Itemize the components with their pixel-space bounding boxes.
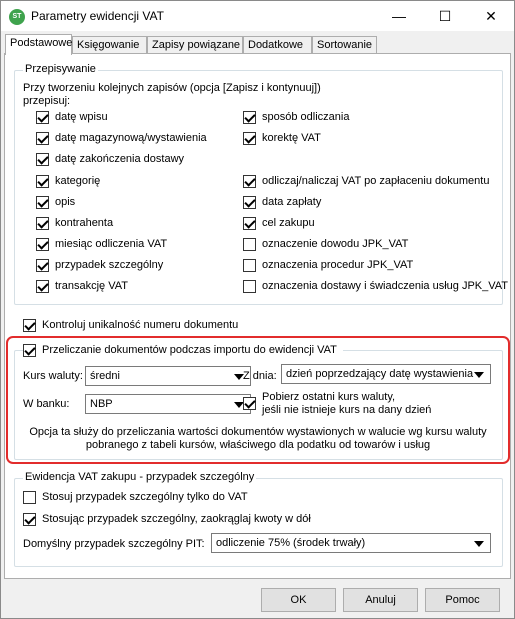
checkbox-box[interactable] [243, 175, 256, 188]
pit-select[interactable]: odliczenie 75% (środek trwały) [211, 533, 491, 553]
checkbox-box[interactable] [23, 491, 36, 504]
dialog-window: ST Parametry ewidencji VAT — ☐ ✕ Podstawowe Księgowanie Zapisy powiązane Dodatkowe Sortowanie Przepisywanie Przy tworzeniu kolejnych zapisów (opcja [Zapisz i kontynuuj]) przepisuj: datę wpisu datę magazynową/wystawienia datę zakończenia dostawy kategorię opis kontrahenta miesiąc odliczenia VAT przypadek szczególny transakcję VAT sposób odliczania korektę VAT odliczaj/naliczaj VAT po zapłaceniu dokumentu data zapłaty cel zakupu oznaczenie dowodu JPK_VAT oznaczenia procedur JPK_VAT oznaczenia dostawy i świadczenia usług JPK_VAT Kontroluj unikalność numeru dokumentu Przeliczanie dokumentów podczas importu do ewidencji VAT Kurs waluty: średni Z dnia: dzień poprzedzający datę wystawienia W banku: NBP Pobierz ostatni kurs waluty, jeśli nie istnieje kurs na dany dzień Opcja ta służy do przeliczania wartości dokumentów wystawionych w walucie wg kursu waluty pobranego z tabeli kursów, właściwego dla podatku od towarów i usług Ewidencja VAT zakupu - przypadek szczególny Stosuj przypadek szczególny tylko do VAT Stosując przypadek szczególny, zaokrąglaj kwoty w dół Domyślny przypadek szczególny PIT: odliczenie 75% (środek trwały) OK Anuluj Pomoc [0, 0, 515, 619]
tab-podstawowe[interactable]: Podstawowe [5, 34, 72, 55]
checkbox-box[interactable] [23, 319, 36, 332]
close-icon[interactable]: ✕ [485, 8, 497, 24]
tab-ksiegowanie[interactable]: Księgowanie [72, 36, 147, 54]
z-dnia-select[interactable]: dzień poprzedzający datę wystawienia [281, 364, 491, 384]
chevron-down-icon [474, 372, 484, 378]
app-icon: ST [9, 9, 25, 25]
checkbox-box[interactable] [23, 513, 36, 526]
przepisywanie-legend: Przepisywanie [25, 63, 96, 75]
przeliczanie-info [21, 426, 495, 452]
help-button[interactable]: Pomoc [425, 588, 500, 612]
tab-sortowanie[interactable]: Sortowanie [312, 36, 377, 54]
checkbox-box[interactable] [36, 175, 49, 188]
w-banku-label: W banku: [23, 398, 70, 410]
window-title: Parametry ewidencji VAT [31, 9, 164, 23]
checkbox-box[interactable] [36, 111, 49, 124]
info-line-1: Opcja ta służy do przeliczania wartości dokumentów wystawionych w walucie wg kursu waluty [29, 426, 487, 438]
checkbox-box[interactable] [36, 132, 49, 145]
checkbox-box[interactable] [243, 280, 256, 293]
tab-zapisy-powiazane[interactable]: Zapisy powiązane [147, 36, 243, 54]
info-line-2: pobranego z tabeli kursów, właściwego dla podatku od towarów i usług [85, 439, 431, 451]
checkbox-box[interactable] [36, 217, 49, 230]
checkbox-box[interactable] [36, 153, 49, 166]
checkbox-box[interactable] [36, 259, 49, 272]
checkbox-box[interactable] [36, 238, 49, 251]
checkbox-box[interactable] [243, 196, 256, 209]
tab-dodatkowe[interactable]: Dodatkowe [243, 36, 312, 54]
checkbox-box[interactable] [243, 259, 256, 272]
checkbox-box[interactable] [243, 217, 256, 230]
kurs-waluty-select[interactable]: średni [85, 366, 251, 386]
w-banku-select[interactable]: NBP [85, 394, 251, 414]
checkbox-box[interactable] [36, 280, 49, 293]
chevron-down-icon [474, 541, 484, 547]
checkbox-przeliczanie[interactable]: Przeliczanie dokumentów podczas importu do ewidencji VAT [23, 344, 343, 358]
pit-label: Domyślny przypadek szczególny PIT: [23, 538, 205, 550]
kurs-waluty-label: Kurs waluty: [23, 370, 83, 382]
ewidencja-zakupu-legend: Ewidencja VAT zakupu - przypadek szczególny [25, 471, 255, 483]
minimize-icon[interactable]: — [392, 8, 406, 24]
przepisywanie-intro: Przy tworzeniu kolejnych zapisów (opcja [Zapisz i kontynuuj]) [23, 82, 321, 94]
checkbox-box[interactable] [243, 397, 256, 410]
przepisywanie-intro-2: przepisuj: [23, 95, 71, 107]
cancel-button[interactable]: Anuluj [343, 588, 418, 612]
checkbox-box[interactable] [23, 344, 36, 357]
checkbox-box[interactable] [243, 132, 256, 145]
z-dnia-label: Z dnia: [243, 370, 277, 382]
checkbox-box[interactable] [243, 111, 256, 124]
title-bar [1, 1, 514, 31]
maximize-icon[interactable]: ☐ [438, 8, 452, 24]
checkbox-box[interactable] [243, 238, 256, 251]
ok-button[interactable]: OK [261, 588, 336, 612]
checkbox-box[interactable] [36, 196, 49, 209]
